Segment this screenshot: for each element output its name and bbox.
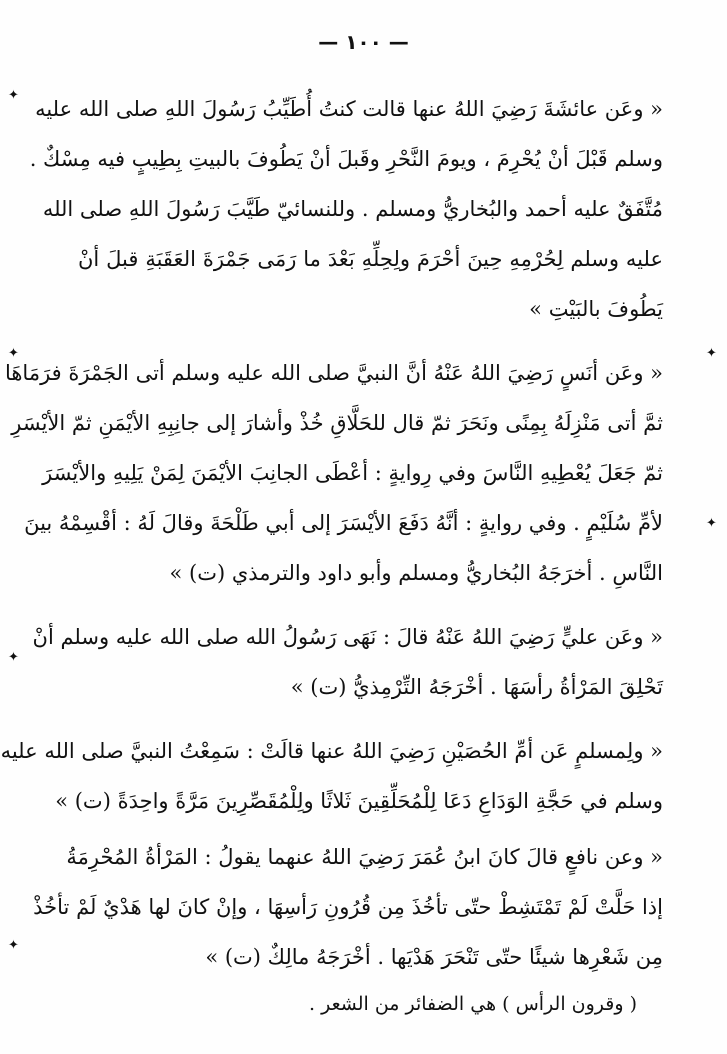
text-line: « ولِمسلمٍ عَن أمِّ الحُصَيْنِ رَضِيَ اللهُ عنها قالَتْ : سَمِعْتُ النبيَّ صلى الله عليه bbox=[0, 739, 663, 763]
text-line: « وعَن عائشَةَ رَضِيَ اللهُ عنها قالت كنتُ أُطَيِّبُ رَسُولَ اللهِ صلى الله عليه bbox=[35, 97, 663, 121]
text-line: ثمّ جَعَلَ يُعْطِيهِ النَّاسَ وفي رِوايةٍ : أعْطَى الجانِبَ الأيْمَنَ لِمَنْ يَلِيهِ والأيْسَرَ bbox=[42, 461, 663, 485]
margin-mark: ✦ bbox=[8, 346, 19, 361]
margin-mark: ✦ bbox=[706, 516, 717, 531]
paragraph-gap bbox=[78, 712, 663, 726]
text-line: عليه وسلم لِحُرْمِهِ حِينَ أحْرَمَ ولِحِلِّهِ بَعْدَ ما رَمَى جَمْرَةَ العَقَبَةِ قبلَ أنْ bbox=[78, 247, 663, 271]
hadith-paragraph bbox=[29, 84, 663, 334]
text-line: مُتَّفَقٌ عليه أحمد والبُخاريُّ ومسلم . وللنسائيّ طَيَّبَ رَسُولَ اللهِ صلى الله bbox=[42, 197, 663, 221]
text-line: تَحْلِقَ المَرْأةُ رأسَهَا . أخْرَجَهُ التِّرْمِذيُّ (ت) » bbox=[290, 675, 663, 699]
hadith-paragraph bbox=[4, 348, 663, 598]
page-number: — ١٠٠ — bbox=[318, 30, 409, 54]
text-line: إذا حَلَّتْ لَمْ تَمْتَشِطْ حتّى تأخُذَ مِن قُرُونِ رَأسِهَا ، وإنْ كانَ لها هَدْيٌ لَمْ تأخُذْ bbox=[33, 895, 663, 919]
text-line: ثمَّ أتى مَنْزِلَهُ بِمِنًى ونَحَرَ ثمّ قال للحَلَّاقِ خُذْ وأشارَ إلى جانِبِهِ الأيْمَنِ ثمّ الأيْسَرِ bbox=[11, 411, 663, 435]
text-line: وسلم قَبْلَ أنْ يُحْرِمَ ، ويومَ النَّحْرِ وقَبلَ أنْ يَطُوفَ بالبيتِ بِطِيبٍ فيه مِسْكٌ . bbox=[29, 147, 663, 171]
hadith-paragraph bbox=[0, 726, 663, 826]
text-line: يَطُوفَ بالبَيْتِ » bbox=[529, 297, 663, 321]
hadith-paragraph bbox=[33, 832, 663, 982]
text-line: « وعَن أنَسٍ رَضِيَ اللهُ عَنْهُ أنَّ النبيَّ صلى الله عليه وسلم أتى الجَمْرَةَ فرَمَاهَا bbox=[4, 361, 663, 385]
margin-mark: ✦ bbox=[8, 88, 19, 103]
text-line: « وعن نافعٍ قالَ كانَ ابنُ عُمَرَ رَضِيَ اللهُ عنهما يقولُ : المَرْأةُ المُحْرِمَةُ bbox=[66, 845, 663, 869]
footnote: ( وقرون الرأس ) هي الضفائر من الشعر . bbox=[309, 993, 637, 1015]
text-body bbox=[0, 84, 663, 1026]
margin-mark: ✦ bbox=[8, 938, 19, 953]
text-line: مِن شَعْرِها شيئًا حتّى تَنْحَرَ هَدْيَها . أخْرَجَهُ مالِكٌ (ت) » bbox=[205, 945, 663, 969]
text-line: لأمِّ سُلَيْمٍ . وفي روايةٍ : أنَّهُ دَفَعَ الأيْسَرَ إلى أبي طَلْحَةَ وقالَ لَهُ : أقْسِمْهُ بينَ bbox=[24, 511, 663, 535]
paragraph-gap bbox=[78, 598, 663, 612]
text-line: « وعَن عليٍّ رَضِيَ اللهُ عَنْهُ قالَ : نَهَى رَسُولُ الله صلى الله عليه وسلم أنْ bbox=[32, 625, 663, 649]
margin-mark: ✦ bbox=[8, 650, 19, 665]
margin-mark: ✦ bbox=[706, 346, 717, 361]
text-line: النَّاسِ . أخرَجَهُ البُخاريُّ ومسلم وأبو داود والترمذي (ت) » bbox=[169, 561, 663, 585]
paragraph-gap bbox=[78, 334, 663, 348]
text-line: وسلم في حَجَّةِ الوَدَاعِ دَعَا لِلْمُحَلِّقِينَ ثَلاثًا ولِلْمُقَصِّرِينَ مَرَّةً واحِدَةً (ت) » bbox=[55, 789, 663, 813]
hadith-paragraph bbox=[32, 612, 663, 712]
